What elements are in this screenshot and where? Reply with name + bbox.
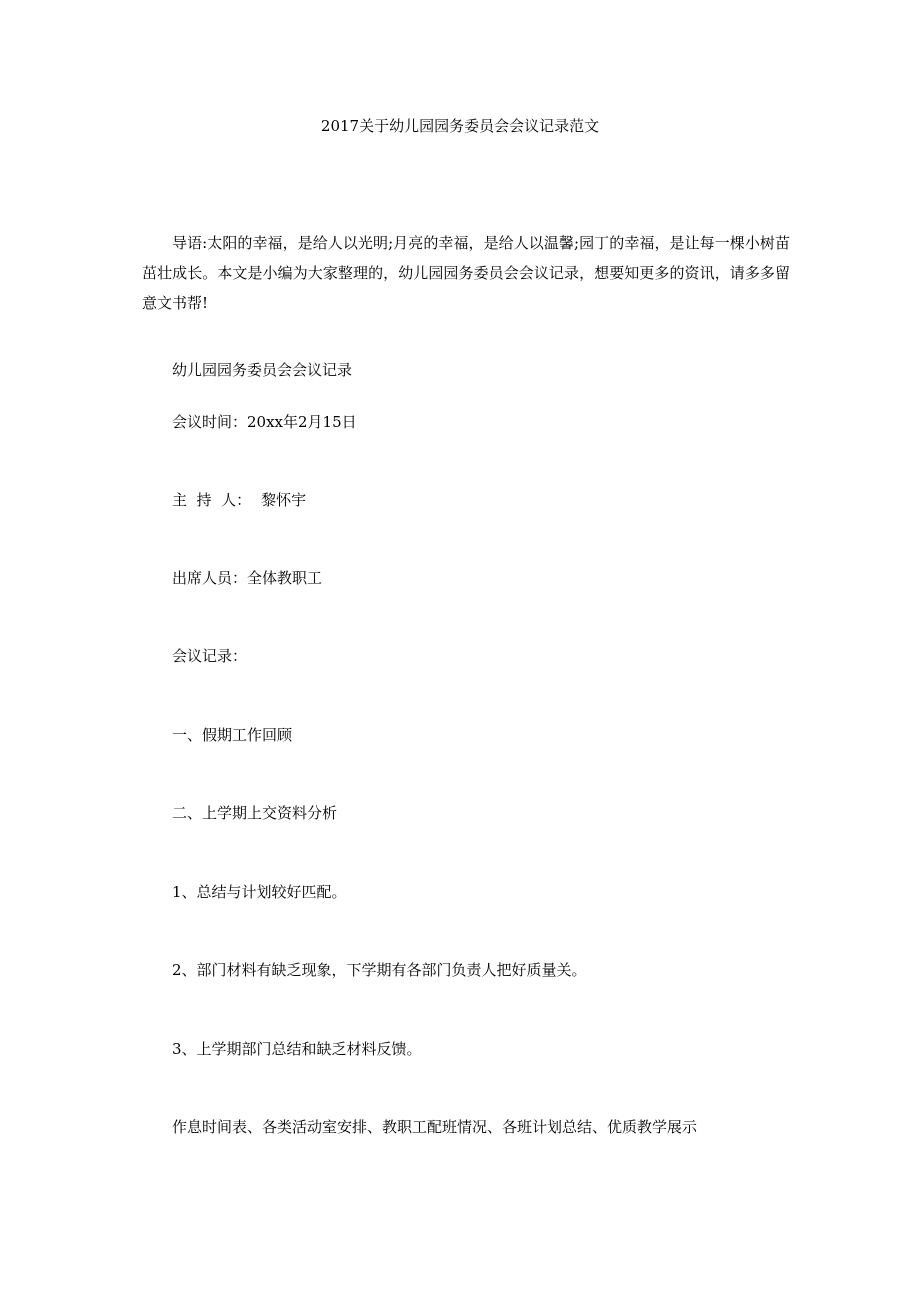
attendees-line: 出席人员：全体教职工 (172, 569, 323, 587)
host-name: 黎怀宇 (261, 491, 307, 509)
intro-paragraph: 导语:太阳的幸福，是给人以光明;月亮的幸福，是给人以温馨;园丁的幸福，是让每一棵小树苗茁壮成长。本文是小编为大家整理的，幼儿园园务委员会会议记录，想要知更多的资讯，请多多留意文书帮! (142, 234, 790, 312)
sub-item-2: 2、部门材料有缺乏现象，下学期有各部门负责人把好质量关。 (172, 961, 587, 979)
closing-line: 作息时间表、各类活动室安排、教职工配班情况、各班计划总结、优质教学展示 (172, 1118, 698, 1136)
records-label: 会议记录： (172, 647, 248, 665)
meeting-time: 会议时间：20xx年2月15日 (172, 413, 357, 431)
host-line (172, 490, 306, 510)
sub-item-1: 1、总结与计划较好匹配。 (172, 883, 347, 901)
item-1: 一、假期工作回顾 (172, 726, 293, 744)
document-title: 2017关于幼儿园园务委员会会议记录范文 (320, 117, 600, 135)
host-label: 主 持 人： (172, 491, 252, 509)
sub-item-3: 3、上学期部门总结和缺乏材料反馈。 (172, 1040, 422, 1058)
item-2: 二、上学期上交资料分析 (172, 804, 338, 822)
section-title: 幼儿园园务委员会会议记录 (172, 361, 353, 379)
